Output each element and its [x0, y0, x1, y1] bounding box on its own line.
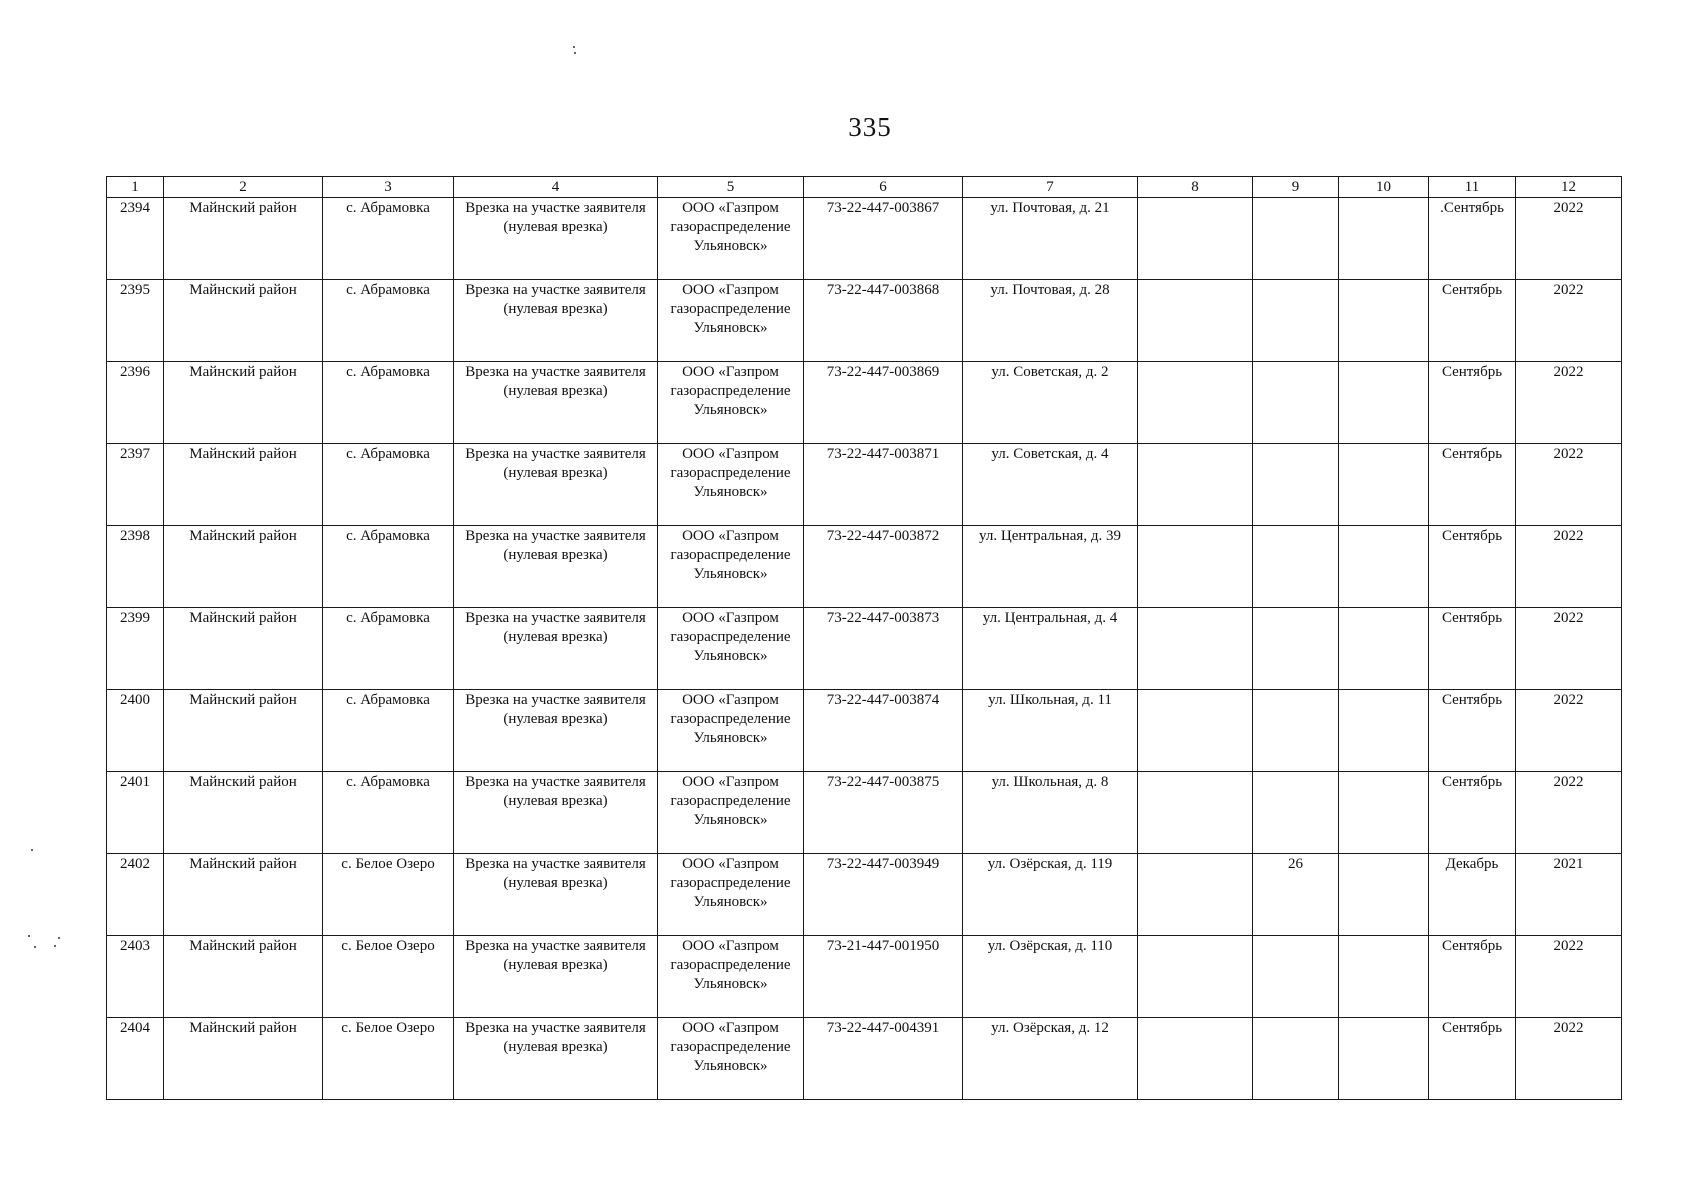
- year-cell: 2022: [1516, 936, 1622, 1018]
- table-row: [107, 526, 1622, 608]
- district-cell: Майнский район: [164, 280, 323, 362]
- organization-cell: ООО «Газпром газораспределение Ульяновск»: [658, 854, 804, 936]
- settlement-cell: с. Абрамовка: [323, 772, 454, 854]
- column-9-cell: [1253, 1018, 1339, 1100]
- column-8-cell: [1138, 690, 1253, 772]
- column-8-cell: [1138, 1018, 1253, 1100]
- column-header: 1: [107, 177, 164, 198]
- year-cell: 2022: [1516, 1018, 1622, 1100]
- column-header: 5: [658, 177, 804, 198]
- organization-cell: ООО «Газпром газораспределение Ульяновск»: [658, 362, 804, 444]
- month-cell: Сентябрь: [1429, 526, 1516, 608]
- address-cell: ул. Озёрская, д. 119: [963, 854, 1138, 936]
- column-header: 11: [1429, 177, 1516, 198]
- column-10-cell: [1339, 1018, 1429, 1100]
- column-header: 12: [1516, 177, 1622, 198]
- column-9-cell: [1253, 772, 1339, 854]
- organization-cell: ООО «Газпром газораспределение Ульяновск»: [658, 608, 804, 690]
- scan-speck: [31, 849, 33, 851]
- district-cell: Майнский район: [164, 1018, 323, 1100]
- column-header: 10: [1339, 177, 1429, 198]
- district-cell: Майнский район: [164, 854, 323, 936]
- column-header: 7: [963, 177, 1138, 198]
- work-type-cell: Врезка на участке заявителя (нулевая врезка): [454, 198, 658, 280]
- scan-speck: [34, 946, 36, 948]
- column-10-cell: [1339, 198, 1429, 280]
- row-number-cell: 2398: [107, 526, 164, 608]
- table-row: [107, 854, 1622, 936]
- year-cell: 2022: [1516, 198, 1622, 280]
- column-header: 9: [1253, 177, 1339, 198]
- settlement-cell: с. Белое Озеро: [323, 936, 454, 1018]
- year-cell: 2022: [1516, 362, 1622, 444]
- column-9-cell: [1253, 280, 1339, 362]
- work-type-cell: Врезка на участке заявителя (нулевая врезка): [454, 444, 658, 526]
- month-cell: Сентябрь: [1429, 608, 1516, 690]
- code-cell: 73-22-447-003874: [804, 690, 963, 772]
- month-cell: Сентябрь: [1429, 444, 1516, 526]
- row-number-cell: 2402: [107, 854, 164, 936]
- address-cell: ул. Школьная, д. 11: [963, 690, 1138, 772]
- code-cell: 73-22-447-003868: [804, 280, 963, 362]
- settlement-cell: с. Абрамовка: [323, 526, 454, 608]
- district-cell: Майнский район: [164, 608, 323, 690]
- page-number: 335: [848, 112, 892, 142]
- settlement-cell: с. Абрамовка: [323, 362, 454, 444]
- district-cell: Майнский район: [164, 690, 323, 772]
- table-row: [107, 772, 1622, 854]
- settlement-cell: с. Абрамовка: [323, 444, 454, 526]
- table-row: [107, 444, 1622, 526]
- work-type-cell: Врезка на участке заявителя (нулевая врезка): [454, 526, 658, 608]
- settlement-cell: с. Абрамовка: [323, 690, 454, 772]
- column-10-cell: [1339, 280, 1429, 362]
- column-10-cell: [1339, 526, 1429, 608]
- month-cell: Сентябрь: [1429, 362, 1516, 444]
- column-10-cell: [1339, 362, 1429, 444]
- table-row: [107, 690, 1622, 772]
- settlement-cell: с. Абрамовка: [323, 608, 454, 690]
- month-cell: Сентябрь: [1429, 690, 1516, 772]
- month-cell: Декабрь: [1429, 854, 1516, 936]
- settlement-cell: с. Белое Озеро: [323, 1018, 454, 1100]
- district-cell: Майнский район: [164, 526, 323, 608]
- code-cell: 73-22-447-003875: [804, 772, 963, 854]
- column-10-cell: [1339, 444, 1429, 526]
- organization-cell: ООО «Газпром газораспределение Ульяновск»: [658, 198, 804, 280]
- settlement-cell: с. Абрамовка: [323, 198, 454, 280]
- register-table: [106, 176, 1622, 1100]
- address-cell: ул. Советская, д. 4: [963, 444, 1138, 526]
- column-8-cell: [1138, 198, 1253, 280]
- address-cell: ул. Почтовая, д. 28: [963, 280, 1138, 362]
- row-number-cell: 2404: [107, 1018, 164, 1100]
- column-9-cell: [1253, 526, 1339, 608]
- address-cell: ул. Школьная, д. 8: [963, 772, 1138, 854]
- column-9-cell: [1253, 690, 1339, 772]
- work-type-cell: Врезка на участке заявителя (нулевая врезка): [454, 690, 658, 772]
- column-header: 2: [164, 177, 323, 198]
- column-9-cell: [1253, 608, 1339, 690]
- work-type-cell: Врезка на участке заявителя (нулевая врезка): [454, 854, 658, 936]
- organization-cell: ООО «Газпром газораспределение Ульяновск»: [658, 444, 804, 526]
- work-type-cell: Врезка на участке заявителя (нулевая врезка): [454, 280, 658, 362]
- scan-speck: [573, 46, 575, 48]
- table-header: [107, 177, 1622, 198]
- year-cell: 2022: [1516, 280, 1622, 362]
- column-number-row: [107, 177, 1622, 198]
- year-cell: 2022: [1516, 526, 1622, 608]
- work-type-cell: Врезка на участке заявителя (нулевая врезка): [454, 936, 658, 1018]
- column-10-cell: [1339, 854, 1429, 936]
- work-type-cell: Врезка на участке заявителя (нулевая врезка): [454, 608, 658, 690]
- district-cell: Майнский район: [164, 198, 323, 280]
- column-9-cell: [1253, 198, 1339, 280]
- row-number-cell: 2396: [107, 362, 164, 444]
- column-header: 3: [323, 177, 454, 198]
- column-10-cell: [1339, 690, 1429, 772]
- row-number-cell: 2401: [107, 772, 164, 854]
- table-row: [107, 936, 1622, 1018]
- column-10-cell: [1339, 772, 1429, 854]
- code-cell: 73-22-447-004391: [804, 1018, 963, 1100]
- year-cell: 2022: [1516, 690, 1622, 772]
- address-cell: ул. Центральная, д. 39: [963, 526, 1138, 608]
- code-cell: 73-22-447-003869: [804, 362, 963, 444]
- row-number-cell: 2403: [107, 936, 164, 1018]
- column-8-cell: [1138, 444, 1253, 526]
- month-cell: Сентябрь: [1429, 280, 1516, 362]
- year-cell: 2022: [1516, 444, 1622, 526]
- row-number-cell: 2395: [107, 280, 164, 362]
- district-cell: Майнский район: [164, 362, 323, 444]
- month-cell: .Сентябрь: [1429, 198, 1516, 280]
- code-cell: 73-22-447-003873: [804, 608, 963, 690]
- district-cell: Майнский район: [164, 772, 323, 854]
- row-number-cell: 2397: [107, 444, 164, 526]
- settlement-cell: с. Абрамовка: [323, 280, 454, 362]
- work-type-cell: Врезка на участке заявителя (нулевая врезка): [454, 1018, 658, 1100]
- organization-cell: ООО «Газпром газораспределение Ульяновск»: [658, 280, 804, 362]
- code-cell: 73-22-447-003872: [804, 526, 963, 608]
- column-9-cell: [1253, 362, 1339, 444]
- column-8-cell: [1138, 280, 1253, 362]
- column-10-cell: [1339, 608, 1429, 690]
- address-cell: ул. Почтовая, д. 21: [963, 198, 1138, 280]
- column-10-cell: [1339, 936, 1429, 1018]
- scan-speck: [58, 937, 60, 939]
- column-8-cell: [1138, 608, 1253, 690]
- district-cell: Майнский район: [164, 936, 323, 1018]
- row-number-cell: 2400: [107, 690, 164, 772]
- column-header: 8: [1138, 177, 1253, 198]
- column-header: 6: [804, 177, 963, 198]
- column-8-cell: [1138, 854, 1253, 936]
- month-cell: Сентябрь: [1429, 772, 1516, 854]
- address-cell: ул. Центральная, д. 4: [963, 608, 1138, 690]
- work-type-cell: Врезка на участке заявителя (нулевая врезка): [454, 772, 658, 854]
- address-cell: ул. Советская, д. 2: [963, 362, 1138, 444]
- column-8-cell: [1138, 526, 1253, 608]
- code-cell: 73-22-447-003867: [804, 198, 963, 280]
- organization-cell: ООО «Газпром газораспределение Ульяновск»: [658, 690, 804, 772]
- settlement-cell: с. Белое Озеро: [323, 854, 454, 936]
- column-9-cell: 26: [1253, 854, 1339, 936]
- organization-cell: ООО «Газпром газораспределение Ульяновск»: [658, 1018, 804, 1100]
- column-9-cell: [1253, 936, 1339, 1018]
- code-cell: 73-21-447-001950: [804, 936, 963, 1018]
- row-number-cell: 2394: [107, 198, 164, 280]
- row-number-cell: 2399: [107, 608, 164, 690]
- address-cell: ул. Озёрская, д. 12: [963, 1018, 1138, 1100]
- table-row: [107, 198, 1622, 280]
- column-8-cell: [1138, 936, 1253, 1018]
- organization-cell: ООО «Газпром газораспределение Ульяновск»: [658, 526, 804, 608]
- table-body: [107, 198, 1622, 1100]
- table-row: [107, 608, 1622, 690]
- code-cell: 73-22-447-003949: [804, 854, 963, 936]
- column-header: 4: [454, 177, 658, 198]
- table-row: [107, 362, 1622, 444]
- year-cell: 2021: [1516, 854, 1622, 936]
- scan-speck: [54, 945, 56, 947]
- code-cell: 73-22-447-003871: [804, 444, 963, 526]
- column-9-cell: [1253, 444, 1339, 526]
- column-8-cell: [1138, 362, 1253, 444]
- table-row: [107, 1018, 1622, 1100]
- scan-speck: [574, 52, 576, 54]
- organization-cell: ООО «Газпром газораспределение Ульяновск»: [658, 772, 804, 854]
- column-8-cell: [1138, 772, 1253, 854]
- month-cell: Сентябрь: [1429, 1018, 1516, 1100]
- year-cell: 2022: [1516, 772, 1622, 854]
- work-type-cell: Врезка на участке заявителя (нулевая врезка): [454, 362, 658, 444]
- organization-cell: ООО «Газпром газораспределение Ульяновск»: [658, 936, 804, 1018]
- district-cell: Майнский район: [164, 444, 323, 526]
- table-row: [107, 280, 1622, 362]
- scan-speck: [28, 935, 30, 937]
- month-cell: Сентябрь: [1429, 936, 1516, 1018]
- address-cell: ул. Озёрская, д. 110: [963, 936, 1138, 1018]
- year-cell: 2022: [1516, 608, 1622, 690]
